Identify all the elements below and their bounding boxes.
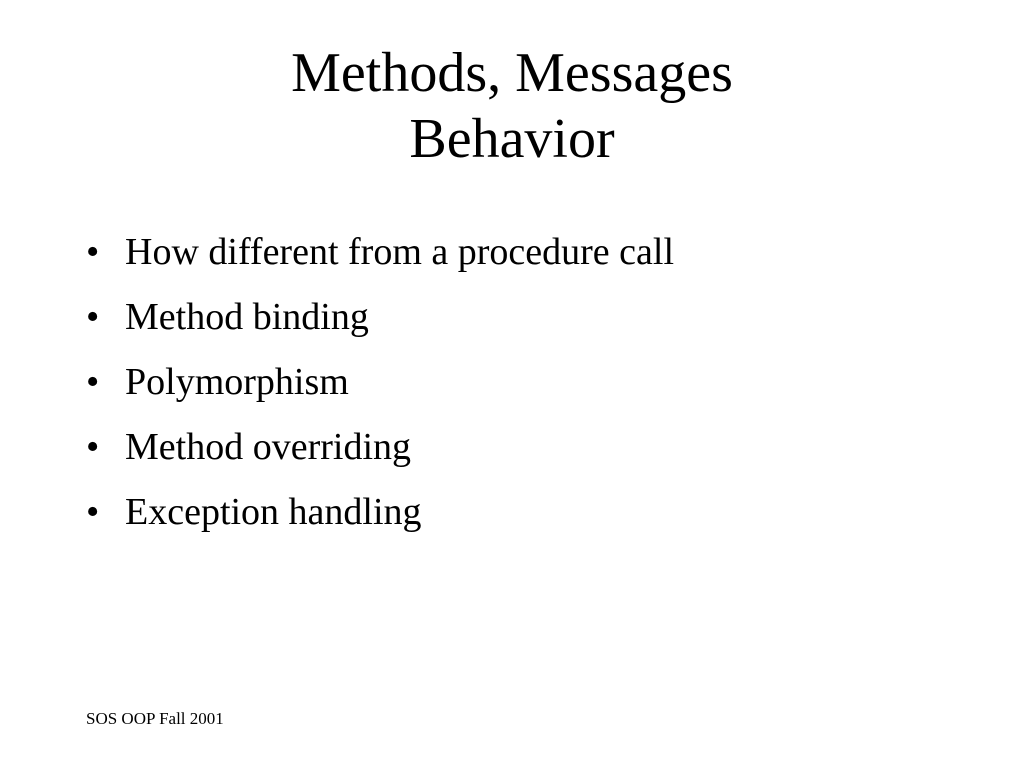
bullet-text: Method overriding	[125, 426, 412, 468]
bullet-text: Polymorphism	[125, 361, 349, 403]
slide-title-line-1: Methods, Messages	[291, 42, 733, 104]
bullet-item	[86, 230, 674, 295]
bullet-icon: •	[86, 491, 100, 533]
bullet-text: Method binding	[125, 296, 369, 338]
slide-title	[0, 40, 1024, 172]
bullet-item	[86, 425, 674, 490]
bullet-text: Exception handling	[125, 491, 422, 533]
bullet-icon: •	[86, 296, 100, 338]
bullet-icon: •	[86, 361, 100, 403]
bullet-icon: •	[86, 426, 100, 468]
bullet-text: How different from a procedure call	[125, 231, 674, 273]
bullet-item	[86, 490, 674, 555]
slide-title-line-2: Behavior	[409, 108, 615, 170]
bullet-icon: •	[86, 231, 100, 273]
bullet-item	[86, 295, 674, 360]
bullet-item	[86, 360, 674, 425]
bullet-list	[86, 230, 674, 555]
slide-footer: SOS OOP Fall 2001	[86, 709, 224, 728]
